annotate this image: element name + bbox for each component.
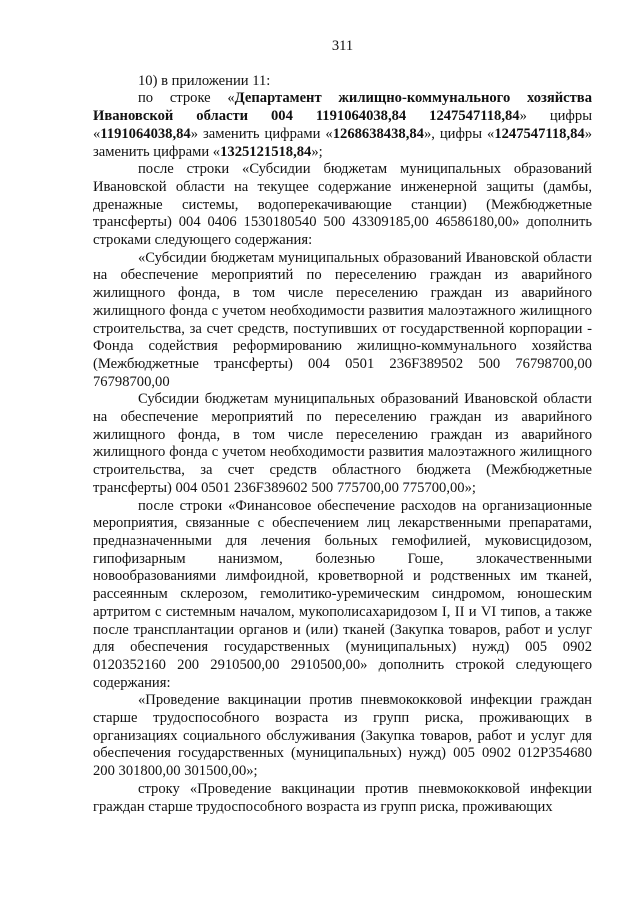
vaccination-row-paragraph: «Проведение вакцинации против пневмококковой инфекции граждан старше трудоспособного возраста из групп риска, проживающих в организациях социального обслуживания (Закупка товаров, работ и услуг для обеспечения государственных (муниципальных) нужд) 005 0902 012P354680 200 301800,00 301500,00»; [93,692,592,780]
old-figure-2: 1247547118,84 [494,125,585,142]
text-fragment: » цифры « [93,108,592,142]
amendment-item-heading: 10) в приложении 11: [138,72,271,89]
insert-after-financial-support-paragraph: после строки «Финансовое обеспечение расходов на организационные мероприятия, связанные с обеспечением лиц лекарственными препаратами, предназначенными для лечения больных гемофилией, муковисцидозом, гипофизарным нанизмом, болезнью Гоше, злокачественными новообразованиями лимфоидной, кроветворной и родственных им тканей, рассеянным склерозом, гемолитико-уремическим синдромом, юношеским артритом с системным началом, мукополисахаридозом I, II и VI типов, а также после трансплантации органов и (или) тканей (Закупка товаров, работ и услуг для обеспечения государственных (муниципальных) нужд) 005 0902 0120352160 200 2910500,00 2910500,00» дополнить строкой следующего содержания: [93,497,592,691]
text-fragment: » заменить цифрами « [93,125,593,160]
insert-after-engineering-protection-paragraph: после строки «Субсидии бюджетам муниципальных образований Ивановской области на текущее содержание инженерной защиты (дамбы, дренажные системы, водоперекачивающие станции) (Межбюджетные трансферты) 004 0406 1530180540 500 43309185,00 46586180,00» дополнить строками следующего содержания: [93,161,592,249]
text-fragment: », цифры « [423,125,495,142]
department-row-name: Департамент жилищно-коммунального хозяйства Ивановской области 004 1191064038,84 1247547118,84 [93,90,592,125]
text-fragment: »; [311,143,323,160]
subsidy-fund-paragraph: «Субсидии бюджетам муниципальных образований Ивановской области на обеспечение мероприятий по переселению граждан из аварийного жилищного фонда, в том числе переселению граждан из аварийного жилищного фонда с учетом необходимости развития малоэтажного жилищного строительства, за счет средств, поступивших от государственной корпорации - Фонда содействия реформированию жилищно-коммунального хозяйства (Межбюджетные трансферты) 004 0501 236F389502 500 76798700,00 76798700,00 [93,249,592,390]
page-number: 311 [331,38,354,54]
old-figure-1: 1191064038,84 [100,125,191,142]
new-figure-1: 1268638438,84 [332,125,424,142]
subsidy-regional-budget-paragraph: Субсидии бюджетам муниципальных образований Ивановской области на обеспечение мероприятий по переселению граждан из аварийного жилищного фонда, в том числе переселению граждан из аварийного жилищного фонда с учетом необходимости развития малоэтажного жилищного строительства, за счет средств областного бюджета (Межбюджетные трансферты) 004 0501 236F389602 500 775700,00 775700,00»; [93,391,592,496]
vaccination-row-continuation-paragraph: строку «Проведение вакцинации против пневмококковой инфекции граждан старше трудоспособного возраста из групп риска, проживающих [93,780,592,815]
new-figure-2: 1325121518,84 [220,143,312,160]
department-row-paragraph [93,90,592,161]
text-fragment: » заменить цифрами « [190,125,333,142]
text-fragment: по строке « [138,90,235,107]
